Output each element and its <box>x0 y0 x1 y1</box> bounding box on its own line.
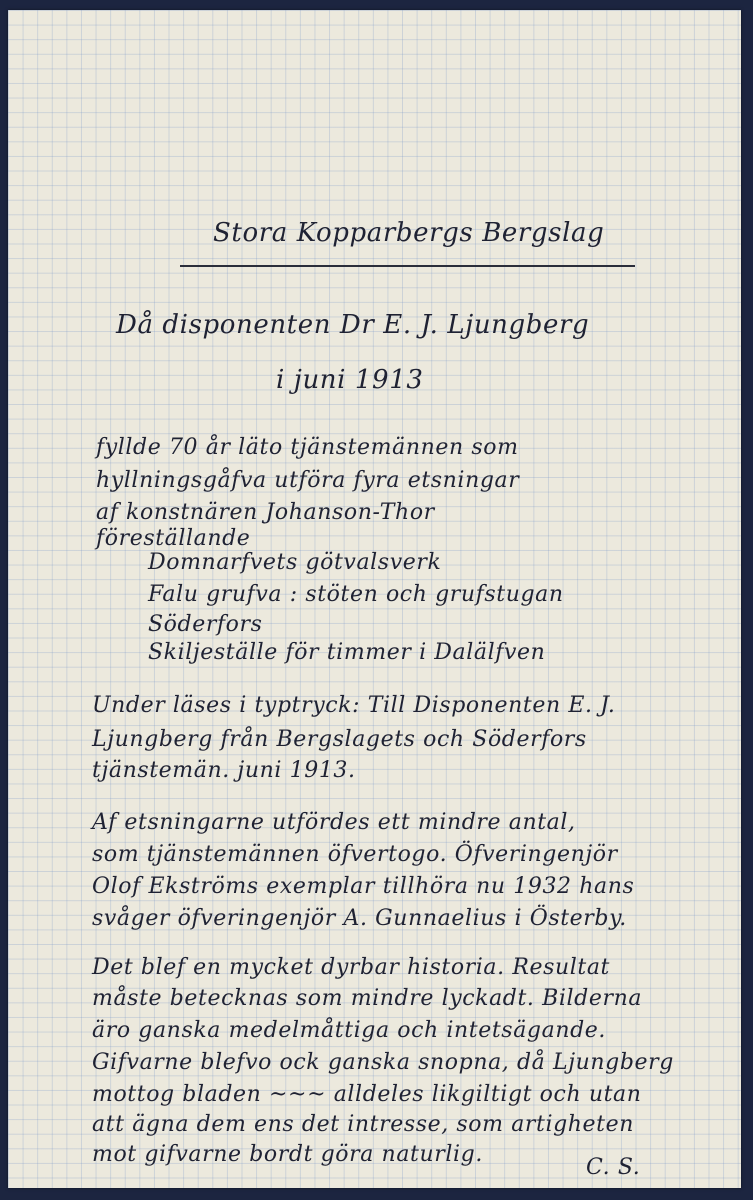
manuscript-page <box>8 10 741 1188</box>
list-item: Domnarfvets götvalsverk <box>148 550 442 575</box>
text-line: Under läses i typtryck: Till Disponenten E. J. <box>92 693 616 718</box>
title-underline <box>180 265 635 267</box>
heading-line-1: Då disponenten Dr E. J. Ljungberg <box>116 310 590 340</box>
text-line: af konstnären Johanson-Thor <box>96 500 435 525</box>
text-line: hyllningsgåfva utföra fyra etsningar <box>96 468 520 493</box>
heading-line-2: i juni 1913 <box>276 365 424 395</box>
text-line: måste betecknas som mindre lyckadt. Bilderna <box>92 986 643 1011</box>
text-line: Olof Ekströms exemplar tillhöra nu 1932 hans <box>92 874 635 899</box>
text-line: svåger öfveringenjör A. Gunnaelius i Österby. <box>92 906 627 931</box>
text-line: föreställande <box>96 526 251 551</box>
list-item: Falu grufva : stöten och grufstugan <box>148 582 564 607</box>
list-item: Söderfors <box>148 612 263 637</box>
text-line: att ägna dem ens det intresse, som artigheten <box>92 1112 635 1137</box>
list-item: Skiljeställe för timmer i Dalälfven <box>148 640 546 665</box>
text-line: Af etsningarne utfördes ett mindre antal, <box>92 810 576 835</box>
text-line: Det blef en mycket dyrbar historia. Resultat <box>92 955 610 980</box>
text-line: fyllde 70 år läto tjänstemännen som <box>96 435 519 460</box>
text-line: mottog bladen ~~~ alldeles likgiltigt och utan <box>92 1082 642 1107</box>
document-title: Stora Kopparbergs Bergslag <box>213 218 605 248</box>
text-line: som tjänstemännen öfvertogo. Öfveringenjör <box>92 842 618 867</box>
text-line: mot gifvarne bordt göra naturlig. <box>92 1142 483 1167</box>
text-line: Gifvarne blefvo ock ganska snopna, då Ljungberg <box>92 1050 674 1075</box>
signature: C. S. <box>586 1155 641 1180</box>
text-line: Ljungberg från Bergslagets och Söderfors <box>92 727 587 752</box>
text-line: äro ganska medelmåttiga och intetsägande. <box>92 1018 606 1043</box>
text-line: tjänstemän. juni 1913. <box>92 758 356 783</box>
